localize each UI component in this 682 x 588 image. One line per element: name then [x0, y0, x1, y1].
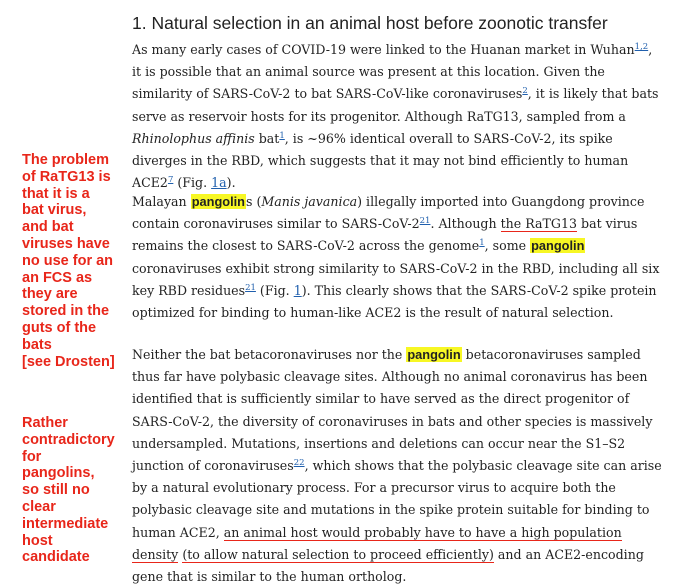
annotation-line: of RaTG13 is [22, 168, 111, 185]
annotation-line: host [22, 532, 53, 549]
text: s ( [246, 194, 262, 209]
reference-link[interactable]: 22 [293, 457, 305, 468]
text: , which shows that the polybasic cleavage site can arise by a natural evolutionary process. For a precursor virus to acquire both the polybasic cleavage site and mutations in the spike protein suitable for binding to human ACE2, [132, 458, 662, 540]
annotation-line: [see Drosten] [22, 353, 115, 370]
reference-link[interactable]: 7 [167, 175, 174, 186]
reference-link[interactable]: 1 [279, 130, 285, 141]
text: , it is possible that an animal source was present at this location. Given the similarity of SARS-CoV-2 to bat SARS-CoV-like coronaviruses [132, 42, 653, 102]
text: ) illegally imported into Guangdong province contain coronaviruses similar to SARS-CoV-2 [132, 194, 645, 232]
highlight-pangolin: pangolin [407, 347, 461, 362]
paragraph-3 [132, 344, 662, 588]
text: ). [226, 175, 236, 191]
underlined-natural-selection: (to allow natural selection to proceed efficiently) [182, 546, 494, 562]
text: coronaviruses exhibit strong similarity to SARS-CoV-2 in the RBD, including all six key RBD residues [132, 260, 660, 298]
annotation-line: bats [22, 336, 52, 353]
annotation-line: candidate [22, 549, 90, 566]
annotation-line: no use for an [22, 252, 114, 269]
reference-link[interactable]: 2 [522, 86, 528, 97]
annotation-line: for [22, 448, 42, 465]
highlight-pangolin: pangolin [191, 194, 245, 209]
text: ). This clearly shows that the SARS-CoV-2 spike protein optimized for binding to human-like ACE2 is the result of natural selection. [132, 282, 657, 321]
annotation-line: clear [22, 498, 56, 515]
annotation-line: intermediate [22, 515, 109, 532]
margin-annotation-ratg13 [22, 152, 124, 370]
text: and an ACE2-encoding gene that is similar to the human ortholog. [132, 546, 644, 585]
annotation-line: that it is a [22, 185, 90, 202]
section-heading: 1. Natural selection in an animal host before zoonotic transfer [132, 13, 608, 33]
text: As many early cases of COVID-19 were linked to the Huanan market in Wuhan [132, 42, 635, 57]
annotation-line: The problem [22, 152, 110, 168]
text: , some [484, 238, 531, 254]
reference-link[interactable]: 1,2 [634, 41, 649, 52]
annotation-line: stored in the [22, 303, 110, 320]
annotation-line: and bat [22, 219, 74, 236]
annotation-line: an FCS as [22, 269, 93, 286]
text: . Although [430, 216, 501, 232]
paragraph-1 [132, 39, 662, 194]
reference-link[interactable]: 1 [479, 238, 485, 249]
annotation-line: bat virus, [22, 202, 87, 219]
figure-link[interactable]: 1a [211, 175, 227, 191]
annotation-line: pangolins, [22, 465, 95, 482]
text: bat [254, 130, 280, 146]
margin-annotation-pangolins [22, 415, 122, 566]
highlight-pangolin: pangolin [531, 238, 585, 254]
annotation-line: viruses have [22, 235, 110, 252]
species-name: Manis javanica [261, 194, 358, 209]
species-name: Rhinolophus affinis [132, 130, 255, 146]
text: (Fig. [173, 175, 212, 191]
text: Malayan [132, 194, 191, 209]
text: bat virus remains the closest to SARS-CoV-2 across the genome [132, 216, 638, 254]
paragraph-2 [132, 191, 662, 324]
annotation-line: they are [22, 286, 78, 303]
text: , it is likely that bats serve as reservoir hosts for its progenitor. Although RaTG13, sampled from a [132, 86, 659, 124]
text: Neither the bat betacoronaviruses nor the [132, 347, 407, 362]
underlined-ratg13: the RaTG13 [500, 216, 578, 232]
annotation-line: contradictory [22, 431, 115, 448]
figure-link[interactable]: 1 [293, 282, 302, 298]
annotation-line: guts of the [22, 319, 97, 336]
reference-link[interactable]: 21 [245, 282, 256, 293]
reference-link[interactable]: 21 [419, 216, 431, 227]
underlined-population-density: an animal host would probably have to have a high population density [132, 524, 622, 562]
annotation-line: Rather [22, 415, 68, 431]
text: (Fig. [255, 282, 294, 298]
text: , is ~96% identical overall to SARS-CoV-2, its spike diverges in the RBD, which suggests that it may not bind efficiently to human ACE2 [132, 130, 629, 191]
text: betacoronaviruses sampled thus far have polybasic cleavage sites. Although no animal coronavirus has been identified that is sufficiently similar to have served as the direct progenitor of SARS-CoV-2, the diversity of coronaviruses in bats and other species is massively undersampled. Mutations, insertions and deletions can occur near the S1–S2 junction of coronaviruses [132, 347, 653, 474]
annotation-line: so still no [22, 482, 90, 499]
